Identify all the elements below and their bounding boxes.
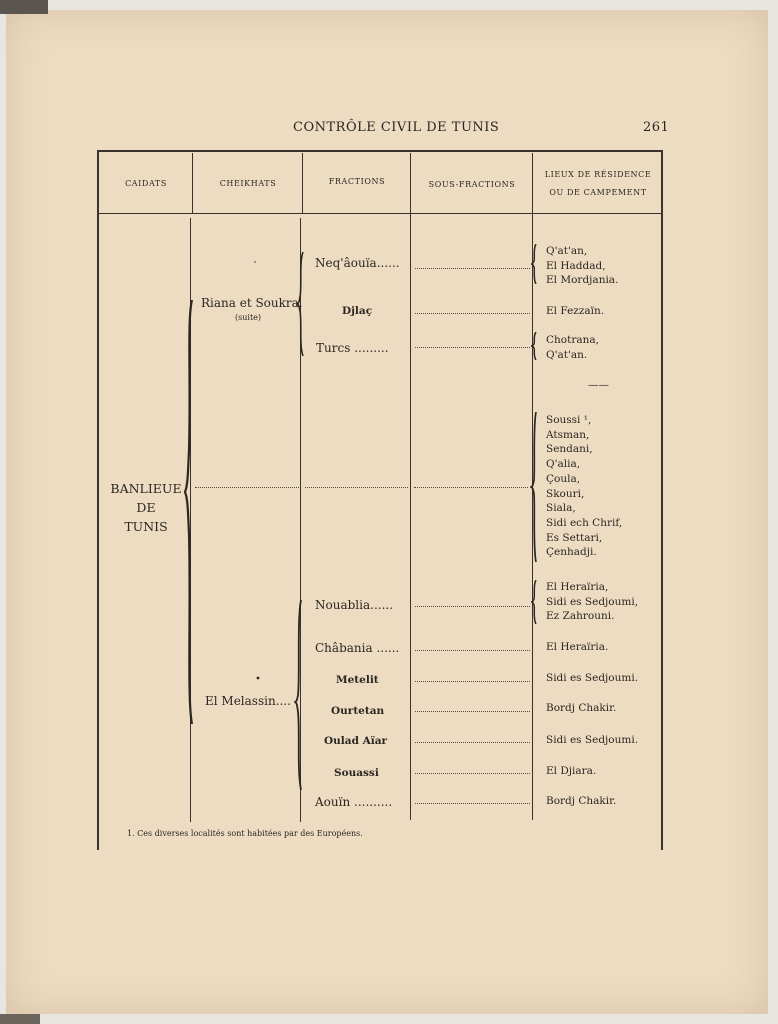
lieu: Q'alia, <box>546 458 581 471</box>
stray-mark <box>256 676 260 680</box>
lieu: Skouri, <box>546 487 585 500</box>
lieux-souassi: El Djiara. <box>546 765 597 777</box>
fraction-leader: .......... <box>354 795 393 809</box>
column-header-lieux: LIEUX DE RÉSIDENCE <box>544 170 652 179</box>
dotted-leader <box>415 742 530 743</box>
dotted-leader <box>195 487 299 488</box>
fraction-oulad-aiar: Oulad Aïar <box>324 735 388 747</box>
fraction-leader: ...... <box>376 641 400 655</box>
lieu: Chotrana, <box>546 334 599 346</box>
cheikhat-riana: Riana et Soukra. <box>201 296 303 310</box>
lieu: Soussi ¹, <box>546 414 592 426</box>
fraction-souassi: Souassi <box>334 767 379 779</box>
dotted-leader <box>415 803 530 804</box>
caidat-line: BANLIEUE <box>110 481 182 496</box>
lieu: Sidi ech Chrif, <box>546 516 623 529</box>
lieux-aouin: Bordj Chakir. <box>546 795 617 807</box>
caidat-brace <box>184 300 196 724</box>
lieux-metelit: Sidi es Sedjoumi. <box>546 672 639 684</box>
fraction-label: Aouïn <box>315 795 351 809</box>
lieux-nouablia <box>546 580 638 624</box>
page-number: 261 <box>643 120 670 135</box>
lieux-chabania: El Heraïria. <box>546 641 609 653</box>
lieux-brace <box>530 332 540 360</box>
dotted-leader <box>415 711 530 712</box>
dotted-leader <box>415 650 530 651</box>
lieu: Atsman, <box>546 428 590 441</box>
cheikhat-el-melassin: El Melassin.... <box>205 694 291 708</box>
dotted-leader <box>415 347 530 348</box>
lieu: Sidi es Sedjoumi, <box>546 595 639 608</box>
fraction-label: Turcs <box>316 341 351 355</box>
lieux-djlac <box>546 304 604 319</box>
running-title: CONTRÔLE CIVIL DE TUNIS <box>293 120 500 135</box>
dotted-leader <box>415 268 530 269</box>
column-header-sous-fractions: SOUS-FRACTIONS <box>428 180 516 189</box>
dotted-leader <box>414 487 528 488</box>
cheikhat-note: (suite) <box>235 313 262 322</box>
caidat-line: DE <box>136 500 156 515</box>
lieu: El Haddad, <box>546 259 606 272</box>
fraction-label: Nouablia <box>315 598 371 612</box>
dotted-leader <box>415 773 530 774</box>
fraction-chabania <box>315 641 399 655</box>
table-left-border <box>97 150 99 850</box>
lieu: El Heraïria, <box>546 581 609 593</box>
lieu: El Fezzaïn. <box>546 305 605 317</box>
dotted-leader <box>415 606 530 607</box>
lieu: Q'at'an, <box>546 245 588 257</box>
lieux-brace <box>530 412 540 562</box>
lieu: Siala, <box>546 502 576 515</box>
caidat-line: TUNIS <box>124 519 168 534</box>
column-divider <box>410 153 411 820</box>
separator-dash: —— <box>588 379 609 391</box>
table-top-rule <box>97 150 663 152</box>
fraction-leader: ...... <box>376 256 400 270</box>
fraction-leader: ...... <box>370 598 394 612</box>
fraction-nouablia <box>315 598 393 612</box>
dotted-leader <box>415 681 530 682</box>
lieux-banlieue <box>546 413 622 560</box>
lieux-ourtetan: Bordj Chakir. <box>546 702 617 714</box>
fraction-aouin <box>315 795 392 809</box>
column-header-lieux-line2: OU DE CAMPEMENT <box>549 188 647 197</box>
fraction-label: Neq'âouïa <box>315 256 377 270</box>
cheikhat-brace-melassin <box>294 600 304 790</box>
header-rule <box>97 213 663 214</box>
lieu: Çoula, <box>546 472 581 485</box>
stray-mark <box>253 260 257 264</box>
fraction-turcs <box>316 341 389 355</box>
fraction-label: Châbania <box>315 641 373 655</box>
table-right-border <box>661 150 663 850</box>
caidat-name <box>100 479 192 536</box>
lieu: Es Settari, <box>546 531 603 544</box>
lieu: Sendani, <box>546 443 593 456</box>
column-header-fractions: FRACTIONS <box>328 177 386 186</box>
column-header-caidats: CAIDATS <box>125 179 167 188</box>
cheikhat-brace-riana <box>296 252 306 356</box>
lieux-neqaouia <box>546 244 618 288</box>
lieu: El Mordjania. <box>546 274 619 287</box>
dotted-leader <box>305 487 408 488</box>
fraction-djlac: Djlaç <box>342 305 373 317</box>
lieu: Q'at'an. <box>546 348 588 361</box>
lieux-turcs <box>546 333 599 362</box>
scan-edge-mark <box>0 1014 40 1024</box>
dotted-leader <box>415 313 530 314</box>
lieux-brace <box>530 580 540 624</box>
footnote: 1. Ces diverses localités sont habitées par des Européens. <box>127 829 363 838</box>
fraction-metelit: Metelit <box>336 674 379 686</box>
lieux-brace <box>530 244 540 284</box>
scan-edge-mark <box>0 0 48 14</box>
lieu: Ez Zahrouni. <box>546 610 615 623</box>
column-header-cheikhats: CHEIKHATS <box>219 179 277 188</box>
lieu: Çenhadji. <box>546 546 597 559</box>
fraction-neqaouia <box>315 256 400 270</box>
fraction-leader: ......... <box>354 341 389 355</box>
fraction-ourtetan: Ourtetan <box>331 705 385 717</box>
lieux-oulad-aiar: Sidi es Sedjoumi. <box>546 734 639 746</box>
